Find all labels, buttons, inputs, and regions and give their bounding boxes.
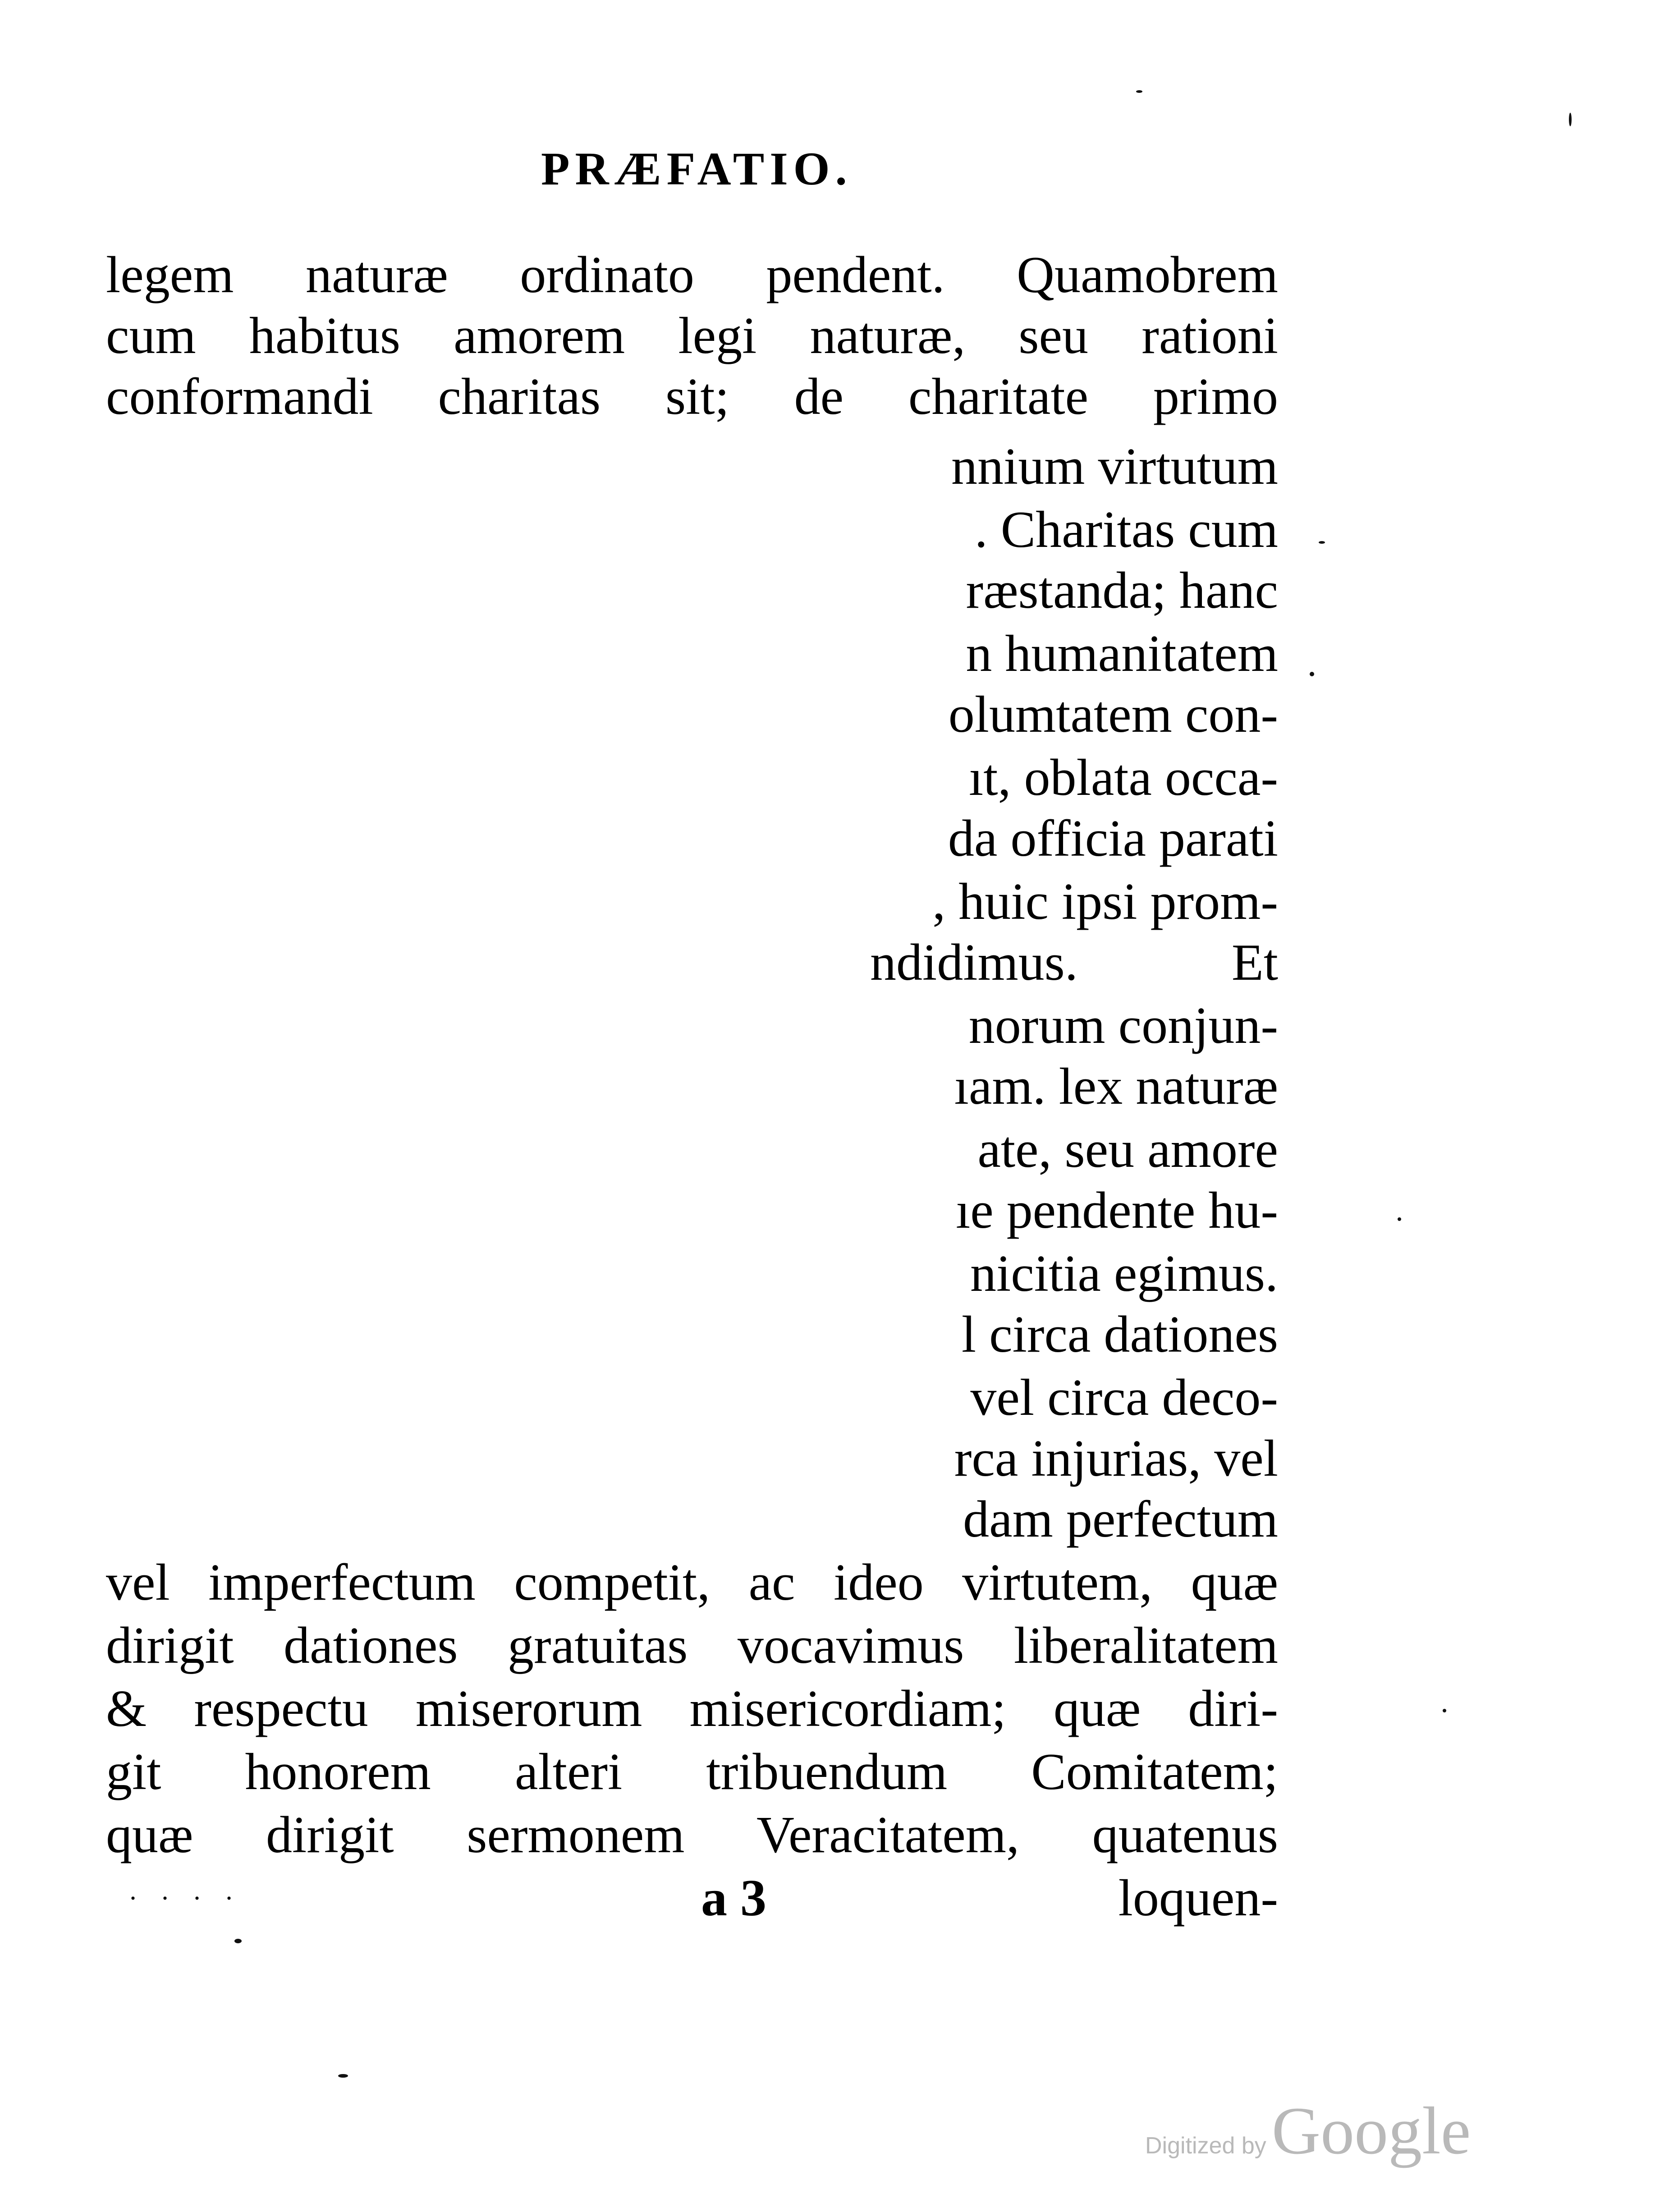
ink-dots: · · · · [128, 1883, 242, 1913]
text-line-right-17: rca injurias, vel [954, 1430, 1278, 1487]
text-line-bottom-3: & respectu miserorum misericordiam; quæ diri- [106, 1680, 1278, 1738]
text-line-bottom-4: git honorem alteri tribuendum Comitatem; [106, 1743, 1278, 1801]
catchword: loquen- [1118, 1869, 1278, 1927]
ink-speck [1310, 672, 1314, 676]
text-line-right-13: ıe pendente hu- [955, 1182, 1278, 1239]
text-line-right-9: ndidimus. Et [870, 934, 1278, 991]
text-line-bottom-5: quæ dirigit sermonem Veracitatem, quatenus [106, 1806, 1278, 1864]
ink-speck [338, 2074, 348, 2078]
page-footer [106, 1867, 1278, 1930]
ink-speck [1443, 1709, 1446, 1712]
text-line-right-10: norum conjun- [968, 997, 1278, 1055]
text-line-top-1: legem naturæ ordinato pendent. Quamobrem [106, 246, 1278, 304]
text-line-top-2: cum habitus amorem legi naturæ, seu rationi [106, 307, 1278, 365]
text-line-right-18: dam perfectum [963, 1491, 1278, 1548]
text-line-right-8: , huic ipsi prom- [932, 873, 1278, 931]
text-line-right-11: ıam. lex naturæ [954, 1058, 1278, 1115]
text-line-right-6: ıt, oblata occa- [969, 749, 1278, 807]
text-line-bottom-2: dirigit dationes gratuitas vocavimus liberalitatem [106, 1617, 1278, 1675]
text-line-right-15: l circa dationes [961, 1306, 1278, 1363]
text-line-right-7: da officia parati [948, 810, 1278, 867]
ink-speck [234, 1939, 242, 1943]
text-line-right-2: . Charitas cum [974, 501, 1278, 559]
ink-speck [1398, 1217, 1401, 1221]
text-line-right-5: olumtatem con- [948, 686, 1278, 743]
ink-speck [1136, 90, 1142, 93]
text-line-bottom-1: vel imperfectum competit, ac ideo virtutem, quæ [106, 1554, 1278, 1611]
text-line-right-16: vel circa deco- [970, 1369, 1278, 1427]
digitized-by-google-watermark [1145, 2092, 1497, 2168]
text-line-right-4: n humanitatem [966, 625, 1278, 683]
signature-mark: a 3 [701, 1869, 766, 1927]
google-logo: Google [1271, 2093, 1471, 2168]
ink-speck [1569, 113, 1572, 126]
watermark-prefix: Digitized by [1145, 2133, 1266, 2159]
text-line-right-12: ate, seu amore [977, 1121, 1278, 1179]
running-header: PRÆFATIO. [541, 143, 853, 195]
text-line-top-3: conformandi charitas sit; de charitate primo [106, 368, 1278, 426]
text-line-right-14: nicitia egimus. [970, 1245, 1278, 1303]
ink-speck [1319, 541, 1325, 544]
text-line-right-3: ræstanda; hanc [966, 562, 1278, 620]
text-line-right-1: nnium virtutum [951, 438, 1278, 496]
